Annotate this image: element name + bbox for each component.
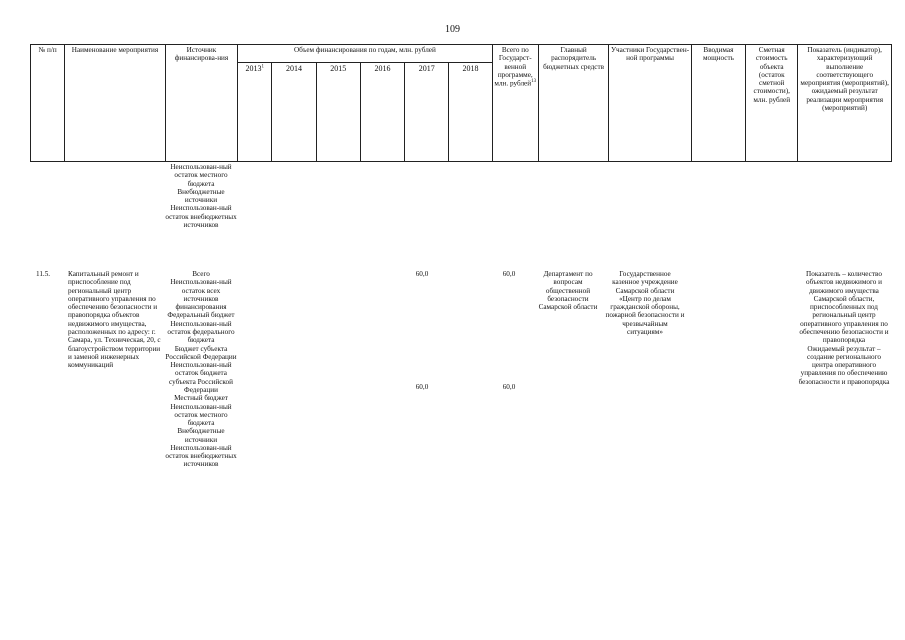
source-item: Неиспользован-ный остаток местного бюджета [170, 163, 232, 188]
source-item: Федеральный бюджет [167, 311, 235, 320]
value-2017-region: 60,0 [415, 383, 429, 391]
col-name: Наименование мероприятия [65, 45, 166, 162]
value-2017-total: 60,0 [415, 270, 429, 278]
col-year-2014: 2014 [272, 63, 316, 162]
source-item: Неиспользован-ный остаток внебюджетных источников [165, 443, 237, 469]
col-manager: Главный распорядитель бюджетных средств [538, 45, 608, 162]
source-item: Неиспользован-ный остаток бюджета субъекта Российской Федерации [168, 361, 233, 394]
col-year-2015: 2015 [316, 63, 360, 162]
source-item: Внебюджетные источники [177, 187, 225, 205]
col-estimate: Сметная стоимость объекта (остаток сметной стоимости), млн. рублей [746, 45, 798, 162]
source-item: Неиспользован-ный остаток местного бюджета [170, 402, 232, 428]
header-table [30, 44, 892, 162]
col-source: Источник финансирова-ния [165, 45, 237, 162]
col-participants: Участники Государствен-ной программы [609, 45, 691, 162]
row-sources [165, 270, 237, 469]
col-indicator: Показатель (индикатор), характеризующий выполнение соответствующего мероприятия (мероприятий), ожидаемый результат реализации мероприятия (мероприятий) [798, 45, 892, 162]
source-item: Неиспользован-ный остаток федерального бюджета [167, 319, 235, 345]
row-manager: Департамент по вопросам общественной безопасности Самарской области [538, 270, 598, 312]
result-text: Ожидаемый результат – создание регионального центра оперативного управления по обеспечению безопасности и правопорядка [798, 344, 890, 386]
page-number: 109 [445, 24, 460, 35]
value-all-region: 60,0 [502, 383, 516, 391]
source-item: Неиспользован-ный остаток внебюджетных источников [165, 204, 237, 229]
row-indicator [797, 270, 891, 386]
row-participants: Государственное казенное учреждение Самарской области «Центр по делам гражданской обороны, пожарной безопасности и чрезвычайным ситуациям» [605, 270, 685, 336]
value-all-total: 60,0 [502, 270, 516, 278]
source-item: Бюджет субъекта Российской Федерации [165, 344, 237, 361]
row-number: 11.5. [36, 270, 51, 278]
col-num: № п/п [31, 45, 65, 162]
col-funding-group: Объем финансирования по годам, млн. рублей [238, 45, 492, 63]
row-name: Капитальный ремонт и приспособление под региональный центр оперативного управления по обеспечению безопасности и правопорядка объектов недвижимого имущества, расположенных по адресу: г. Самара, ул. Техническая, 20, с благоустройством территории и заменой инженерных коммуникаций [68, 270, 161, 370]
col-total: Всего по Государст-венной программе, млн. рублей$^{13}$ [492, 45, 538, 162]
source-item: Всего [192, 270, 210, 278]
top-sources [165, 163, 237, 229]
source-item: Местный бюджет [174, 394, 228, 403]
col-capacity: Вводимая мощность [691, 45, 745, 162]
indicator-text: Показатель – количество объектов недвижимого и движимого имущества Самарской области, приспособленных под региональный центр оперативного управления по обеспечению безопасности и правопорядка [799, 270, 889, 345]
col-year-2016: 2016 [360, 63, 404, 162]
source-item: Внебюджетные источники [177, 427, 225, 444]
col-year-2013: 2013$^1$ [238, 63, 272, 162]
col-year-2018: 2018 [449, 63, 492, 162]
col-year-2017: 2017 [405, 63, 449, 162]
source-item: Неиспользован-ный остаток всех источников финансирования [170, 278, 232, 312]
